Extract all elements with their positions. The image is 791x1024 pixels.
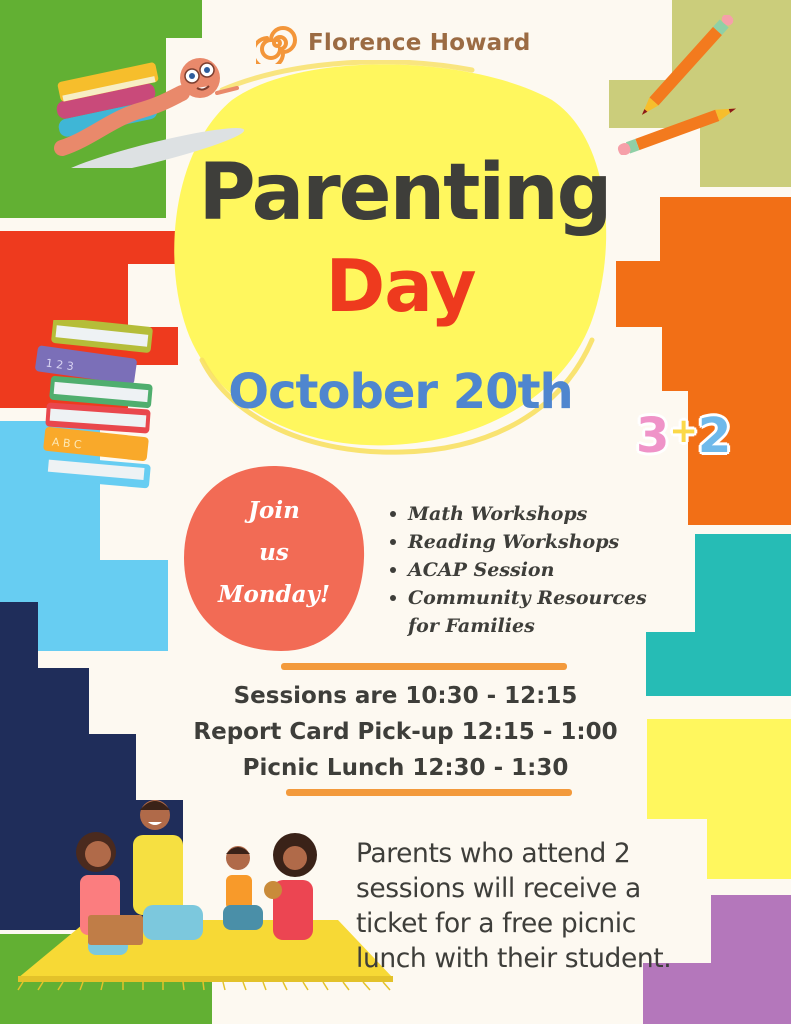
activity-item: Reading Workshops xyxy=(388,528,647,556)
pencils-illustration xyxy=(615,15,750,155)
activities-list xyxy=(388,500,647,640)
activity-item: ACAP Session xyxy=(388,556,647,584)
title-parenting: Parenting xyxy=(198,148,611,238)
schedule-sessions: Sessions are 10:30 - 12:15 xyxy=(233,683,578,709)
schedule-report-card: Report Card Pick-up 12:15 - 1:00 xyxy=(193,719,618,745)
family-picnic-illustration xyxy=(8,790,408,995)
schedule-picnic: Picnic Lunch 12:30 - 1:30 xyxy=(242,755,569,781)
spiral-logo-icon xyxy=(256,22,298,64)
callout-line-monday: Monday! xyxy=(218,581,330,608)
book-label-abc: A B C xyxy=(51,435,83,452)
teal-block-top xyxy=(695,534,791,632)
org-name: Florence Howard xyxy=(308,30,531,56)
math-plus: + xyxy=(669,411,698,451)
note-line: Parents who attend 2 xyxy=(356,838,631,869)
event-date: October 20th xyxy=(228,364,573,420)
math-digit-3: 3 xyxy=(636,408,670,464)
purple-block-top xyxy=(711,895,791,965)
book-label-123: 1 2 3 xyxy=(44,356,75,374)
yellow-block-bottom xyxy=(707,819,791,879)
callout-line-us: us xyxy=(259,539,289,566)
note-line: ticket for a free picnic xyxy=(356,908,636,939)
callout-line-join: Join xyxy=(248,497,300,524)
school-logo xyxy=(256,22,531,64)
note-line: lunch with their student. xyxy=(356,943,672,974)
note-line: sessions will receive a xyxy=(356,873,641,904)
schedule xyxy=(0,678,791,786)
green-block-top xyxy=(0,0,202,38)
join-us-callout xyxy=(181,490,367,616)
math-digit-2: 2 xyxy=(697,408,732,464)
navy-block-1 xyxy=(0,602,38,672)
activity-item-continued: for Families xyxy=(408,615,535,637)
title-day: Day xyxy=(325,244,476,328)
divider-stroke-top xyxy=(281,663,567,670)
activity-item: Math Workshops xyxy=(388,500,647,528)
ticket-note xyxy=(356,836,671,976)
activity-item: Community Resources xyxy=(388,584,647,612)
